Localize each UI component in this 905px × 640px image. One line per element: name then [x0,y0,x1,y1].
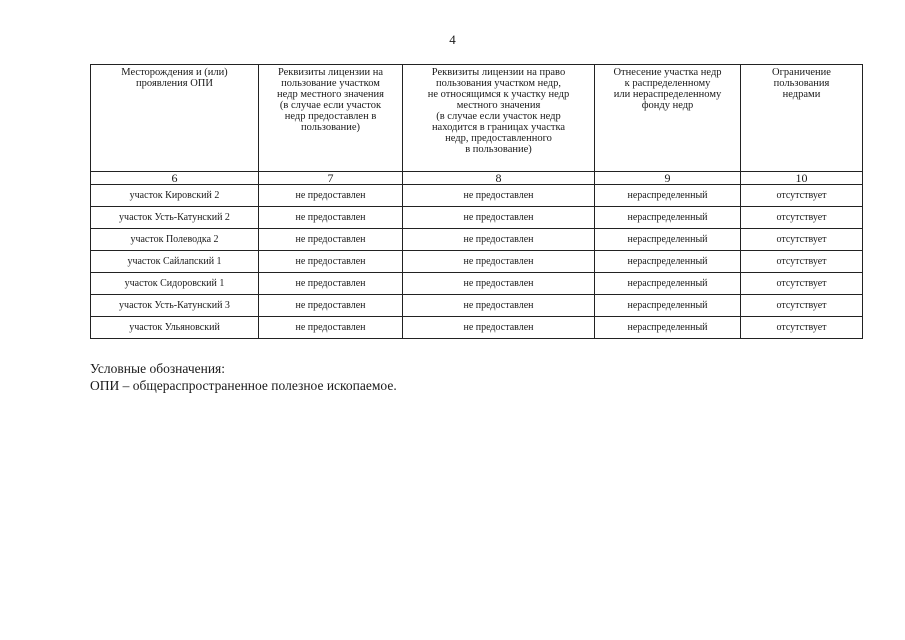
table-row [91,295,863,317]
cell-local-license: не предоставлен [259,185,403,207]
table-row [91,229,863,251]
legend-item: ОПИ – общераспространенное полезное ископаемое. [90,378,397,393]
column-header-other-license: Реквизиты лицензии на право пользования участком недр, не относящимся к участку недр местного значения (в случае если участок недр находится в границах участка недр, предоставленного в пользование) [403,65,595,172]
cell-fund-status: нераспределенный [595,273,741,295]
table-row [91,273,863,295]
column-number: 9 [595,172,741,185]
page-number: 4 [449,32,456,47]
column-header-restriction: Ограничение пользования недрами [741,65,863,172]
column-number: 7 [259,172,403,185]
cell-fund-status: нераспределенный [595,251,741,273]
cell-plot-name: участок Кировский 2 [91,185,259,207]
table-header-row [91,65,863,172]
cell-other-license: не предоставлен [403,207,595,229]
cell-plot-name: участок Сидоровский 1 [91,273,259,295]
table-row [91,185,863,207]
column-number-row [91,172,863,185]
table-row [91,251,863,273]
cell-local-license: не предоставлен [259,317,403,339]
cell-restriction: отсутствует [741,273,863,295]
legend [90,360,397,394]
cell-plot-name: участок Усть-Катунский 3 [91,295,259,317]
cell-local-license: не предоставлен [259,295,403,317]
cell-restriction: отсутствует [741,295,863,317]
table-row [91,207,863,229]
cell-restriction: отсутствует [741,251,863,273]
cell-plot-name: участок Сайлапский 1 [91,251,259,273]
cell-restriction: отсутствует [741,207,863,229]
cell-plot-name: участок Полеводка 2 [91,229,259,251]
legend-title: Условные обозначения: [90,361,226,376]
column-header-fund-status: Отнесение участка недр к распределенному или нераспределенному фонду недр [595,65,741,172]
cell-other-license: не предоставлен [403,295,595,317]
cell-other-license: не предоставлен [403,317,595,339]
cell-local-license: не предоставлен [259,207,403,229]
column-number: 10 [741,172,863,185]
cell-fund-status: нераспределенный [595,295,741,317]
cell-restriction: отсутствует [741,317,863,339]
cell-local-license: не предоставлен [259,273,403,295]
cell-plot-name: участок Ульяновский [91,317,259,339]
column-number: 6 [91,172,259,185]
cell-local-license: не предоставлен [259,251,403,273]
cell-other-license: не предоставлен [403,185,595,207]
column-header-local-license: Реквизиты лицензии на пользование участком недр местного значения (в случае если участок недр предоставлен в пользование) [259,65,403,172]
cell-fund-status: нераспределенный [595,317,741,339]
cell-local-license: не предоставлен [259,229,403,251]
cell-other-license: не предоставлен [403,229,595,251]
cell-fund-status: нераспределенный [595,207,741,229]
cell-fund-status: нераспределенный [595,185,741,207]
cell-other-license: не предоставлен [403,251,595,273]
column-number: 8 [403,172,595,185]
column-header-deposits: Месторождения и (или) проявления ОПИ [91,65,259,172]
cell-restriction: отсутствует [741,185,863,207]
cell-restriction: отсутствует [741,229,863,251]
cell-plot-name: участок Усть-Катунский 2 [91,207,259,229]
subsoil-plots-table [90,64,863,339]
table-row [91,317,863,339]
cell-other-license: не предоставлен [403,273,595,295]
cell-fund-status: нераспределенный [595,229,741,251]
